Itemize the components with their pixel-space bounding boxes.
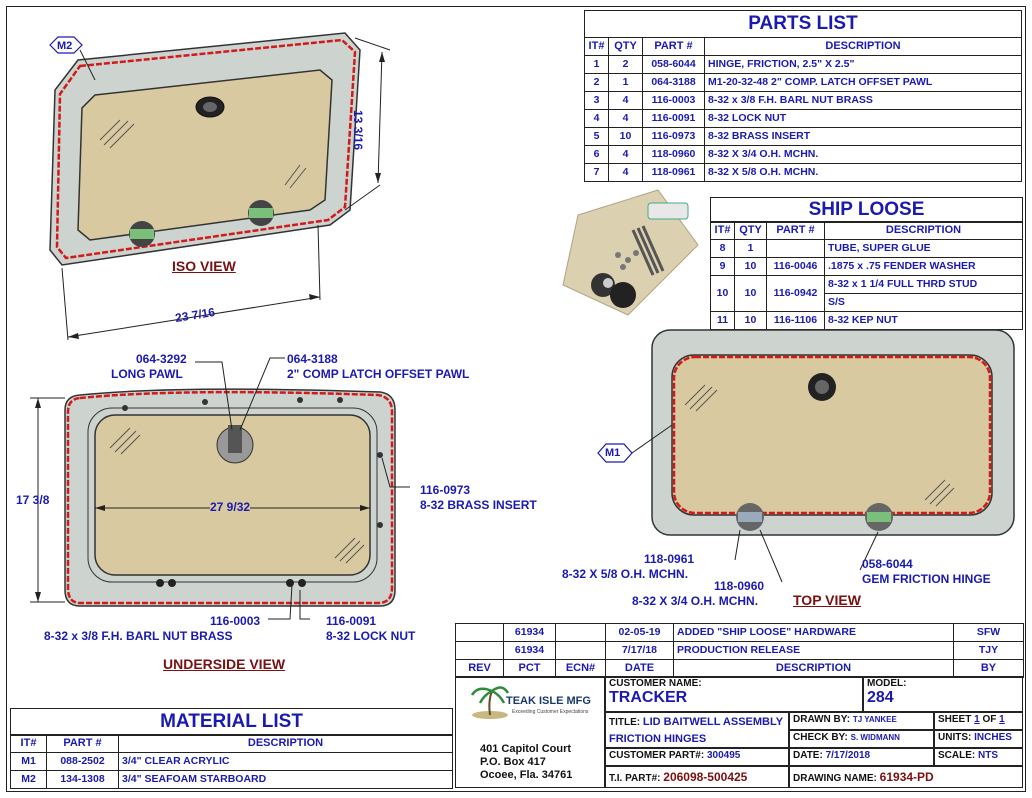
mat-header-part: PART # bbox=[47, 735, 119, 753]
table-cell: 8-32 BRASS INSERT bbox=[705, 128, 1022, 146]
table-cell: 10 bbox=[735, 258, 767, 276]
table-cell: 8-32 LOCK NUT bbox=[705, 110, 1022, 128]
units-label: UNITS: bbox=[938, 732, 972, 743]
table-cell: SFW bbox=[954, 624, 1024, 642]
table-row bbox=[711, 240, 1023, 258]
table-row bbox=[585, 74, 1022, 92]
units-value: INCHES bbox=[974, 732, 1012, 743]
drawing-name-label: DRAWING NAME: bbox=[793, 773, 877, 784]
insert-part: 116-0973 bbox=[420, 483, 471, 497]
table-cell: 3 bbox=[585, 92, 609, 110]
ti-part-value: 206098-500425 bbox=[663, 770, 748, 784]
table-row bbox=[585, 92, 1022, 110]
customer-name-value: TRACKER bbox=[609, 689, 688, 706]
barl-part: 116-0003 bbox=[210, 614, 261, 628]
underside-leaders bbox=[0, 0, 600, 660]
model-label: MODEL: bbox=[867, 678, 907, 689]
table-cell: 7 bbox=[585, 164, 609, 182]
m1-tag-label: M1 bbox=[605, 447, 621, 459]
mchn58-part: 118-0961 bbox=[644, 552, 695, 566]
table-cell: S/S bbox=[825, 294, 1023, 312]
revision-table bbox=[455, 623, 1024, 678]
table-cell: 1 bbox=[585, 56, 609, 74]
rev-header-ecn: ECN# bbox=[556, 660, 606, 678]
table-cell: 116-0003 bbox=[643, 92, 705, 110]
mchn58-desc: 8-32 X 5/8 O.H. MCHN. bbox=[562, 567, 689, 581]
ti-part-label: T.I. PART#: bbox=[609, 773, 661, 784]
table-cell: 116-0973 bbox=[643, 128, 705, 146]
insert-desc: 8-32 BRASS INSERT bbox=[420, 498, 537, 512]
table-cell: 8-32 KEP NUT bbox=[825, 312, 1023, 330]
sheet-of: OF bbox=[982, 714, 997, 725]
parts-header-part: PART # bbox=[643, 38, 705, 56]
address-line-2: P.O. Box 417 bbox=[480, 756, 546, 768]
iso-height-dim: 13 3/16 bbox=[351, 110, 365, 151]
iso-width-dim: 23 7/16 bbox=[174, 304, 216, 326]
drawing-name-cell bbox=[789, 766, 1023, 788]
ti-part-cell bbox=[605, 766, 789, 788]
model-cell bbox=[863, 676, 1023, 712]
units-cell bbox=[934, 730, 1023, 748]
check-by-cell bbox=[789, 730, 934, 748]
table-cell: 8 bbox=[711, 240, 735, 258]
table-cell: 10 bbox=[735, 276, 767, 312]
company-name: TEAK ISLE MFG bbox=[506, 695, 591, 707]
sheet-cell bbox=[934, 712, 1023, 730]
table-row bbox=[456, 642, 1024, 660]
parts-list-table bbox=[584, 37, 1022, 182]
table-row bbox=[11, 753, 453, 771]
table-row bbox=[711, 258, 1023, 276]
company-block bbox=[455, 676, 605, 788]
table-cell: 4 bbox=[609, 110, 643, 128]
ship-header-it: IT# bbox=[711, 222, 735, 240]
under-width-dim: 27 9/32 bbox=[210, 500, 251, 514]
table-row bbox=[11, 771, 453, 789]
table-cell: M2 bbox=[11, 771, 47, 789]
table-cell: 116-1106 bbox=[767, 312, 825, 330]
table-cell bbox=[456, 624, 504, 642]
table-cell: ADDED "SHIP LOOSE" HARDWARE bbox=[674, 624, 954, 642]
table-cell bbox=[456, 642, 504, 660]
table-cell: 3/4" SEAFOAM STARBOARD bbox=[119, 771, 453, 789]
title-cell bbox=[605, 712, 789, 748]
rev-header-date: DATE bbox=[606, 660, 674, 678]
table-cell: 058-6044 bbox=[643, 56, 705, 74]
company-tagline: Exceeding Customer Expectations bbox=[512, 709, 589, 715]
table-cell: PRODUCTION RELEASE bbox=[674, 642, 954, 660]
title-line-2: FRICTION HINGES bbox=[609, 733, 707, 745]
model-value: 284 bbox=[867, 689, 894, 706]
drawing-name-value: 61934-PD bbox=[879, 770, 934, 784]
ship-loose-table bbox=[710, 221, 1023, 330]
customer-part-label: CUSTOMER PART#: bbox=[609, 750, 705, 761]
ship-header-desc: DESCRIPTION bbox=[825, 222, 1023, 240]
date-label: DATE: bbox=[793, 750, 823, 761]
locknut-desc: 8-32 LOCK NUT bbox=[326, 629, 416, 643]
sheet-total: 1 bbox=[999, 714, 1005, 725]
table-cell: TJY bbox=[954, 642, 1024, 660]
table-cell: 064-3188 bbox=[643, 74, 705, 92]
table-cell: 61934 bbox=[504, 624, 556, 642]
table-cell: 2 bbox=[609, 56, 643, 74]
table-cell: TUBE, SUPER GLUE bbox=[825, 240, 1023, 258]
table-cell: 61934 bbox=[504, 642, 556, 660]
parts-header-it: IT# bbox=[585, 38, 609, 56]
table-cell: 2 bbox=[585, 74, 609, 92]
customer-name-label: CUSTOMER NAME: bbox=[609, 678, 702, 689]
ship-header-qty: QTY bbox=[735, 222, 767, 240]
table-cell bbox=[556, 624, 606, 642]
scale-label: SCALE: bbox=[938, 750, 976, 761]
table-cell: 7/17/18 bbox=[606, 642, 674, 660]
date-value: 7/17/2018 bbox=[825, 750, 871, 761]
rev-header-desc: DESCRIPTION bbox=[674, 660, 954, 678]
table-cell: 1 bbox=[609, 74, 643, 92]
table-cell: 116-0046 bbox=[767, 258, 825, 276]
table-cell: 118-0961 bbox=[643, 164, 705, 182]
address-line-3: Ocoee, Fla. 34761 bbox=[480, 769, 573, 781]
table-cell: 4 bbox=[609, 92, 643, 110]
table-cell: 088-2502 bbox=[47, 753, 119, 771]
hinge-part: 058-6044 bbox=[862, 557, 913, 571]
table-cell: 11 bbox=[711, 312, 735, 330]
scale-cell bbox=[934, 748, 1023, 766]
hinge-desc: GEM FRICTION HINGE bbox=[862, 572, 991, 586]
table-cell bbox=[556, 642, 606, 660]
address-line-1: 401 Capitol Court bbox=[480, 743, 572, 755]
table-cell: 1 bbox=[735, 240, 767, 258]
table-cell: 134-1308 bbox=[47, 771, 119, 789]
table-cell: 8-32 x 1 1/4 FULL THRD STUD bbox=[825, 276, 1023, 294]
table-row bbox=[585, 56, 1022, 74]
table-cell: 118-0960 bbox=[643, 146, 705, 164]
table-cell: M1 bbox=[11, 753, 47, 771]
drawn-by-label: DRAWN BY: bbox=[793, 714, 851, 725]
drawn-by-value: TJ YANKEE bbox=[852, 715, 897, 724]
rev-header-by: BY bbox=[954, 660, 1024, 678]
top-hinge-1 bbox=[736, 503, 764, 531]
table-cell: 3/4" CLEAR ACRYLIC bbox=[119, 753, 453, 771]
table-row bbox=[585, 164, 1022, 182]
scale-value: NTS bbox=[978, 750, 999, 761]
table-cell: 4 bbox=[609, 146, 643, 164]
iso-view-label: ISO VIEW bbox=[172, 258, 236, 274]
company-logo bbox=[470, 681, 510, 719]
table-cell: 116-0091 bbox=[643, 110, 705, 128]
drawn-by-cell bbox=[789, 712, 934, 730]
customer-name-cell bbox=[605, 676, 863, 712]
underside-view-label: UNDERSIDE VIEW bbox=[163, 656, 286, 672]
table-row bbox=[711, 276, 1023, 294]
rev-header-pct: PCT bbox=[504, 660, 556, 678]
customer-part-value: 300495 bbox=[706, 750, 741, 761]
table-cell: M1-20-32-48 2" COMP. LATCH OFFSET PAWL bbox=[705, 74, 1022, 92]
table-cell: HINGE, FRICTION, 2.5" X 2.5" bbox=[705, 56, 1022, 74]
table-cell: 4 bbox=[609, 164, 643, 182]
table-cell: 10 bbox=[609, 128, 643, 146]
parts-list-title: PARTS LIST bbox=[584, 10, 1022, 38]
table-cell: 6 bbox=[585, 146, 609, 164]
mchn34-desc: 8-32 X 3/4 O.H. MCHN. bbox=[632, 594, 759, 608]
check-by-value: S. WIDMANN bbox=[850, 733, 900, 742]
under-height-dim: 17 3/8 bbox=[16, 493, 50, 507]
table-cell: 9 bbox=[711, 258, 735, 276]
parts-header-desc: DESCRIPTION bbox=[705, 38, 1022, 56]
table-cell: 10 bbox=[711, 276, 735, 312]
title-line-1: LID BAITWELL ASSEMBLY bbox=[642, 716, 784, 728]
table-cell: .1875 x .75 FENDER WASHER bbox=[825, 258, 1023, 276]
check-by-label: CHECK BY: bbox=[793, 732, 848, 743]
sheet-num: 1 bbox=[974, 714, 980, 725]
sheet-label: SHEET bbox=[938, 714, 972, 725]
latch-part: 064-3188 bbox=[287, 352, 338, 366]
table-row bbox=[585, 128, 1022, 146]
locknut-part: 116-0091 bbox=[326, 614, 377, 628]
mat-header-it: IT# bbox=[11, 735, 47, 753]
barl-desc: 8-32 x 3/8 F.H. BARL NUT BRASS bbox=[44, 629, 233, 643]
top-hinge-2 bbox=[865, 503, 893, 531]
material-list-title: MATERIAL LIST bbox=[10, 708, 453, 736]
mat-header-desc: DESCRIPTION bbox=[119, 735, 453, 753]
top-view-label: TOP VIEW bbox=[793, 592, 861, 608]
table-cell: 10 bbox=[735, 312, 767, 330]
table-cell: 4 bbox=[585, 110, 609, 128]
latch-desc: 2" COMP LATCH OFFSET PAWL bbox=[287, 367, 470, 381]
customer-part-cell bbox=[605, 748, 789, 766]
parts-header-qty: QTY bbox=[609, 38, 643, 56]
long-pawl-desc: LONG PAWL bbox=[111, 367, 183, 381]
table-row bbox=[585, 110, 1022, 128]
table-cell: 5 bbox=[585, 128, 609, 146]
table-cell: 02-05-19 bbox=[606, 624, 674, 642]
table-cell: 8-32 x 3/8 F.H. BARL NUT BRASS bbox=[705, 92, 1022, 110]
table-cell: 116-0942 bbox=[767, 276, 825, 312]
table-cell: 8-32 X 3/4 O.H. MCHN. bbox=[705, 146, 1022, 164]
table-cell bbox=[767, 240, 825, 258]
rev-header-rev: REV bbox=[456, 660, 504, 678]
m2-tag-label: M2 bbox=[57, 40, 73, 52]
ship-loose-title: SHIP LOOSE bbox=[710, 197, 1023, 223]
table-cell: 8-32 X 5/8 O.H. MCHN. bbox=[705, 164, 1022, 182]
long-pawl-part: 064-3292 bbox=[136, 352, 187, 366]
title-label: TITLE: bbox=[609, 717, 641, 728]
ship-header-part: PART # bbox=[767, 222, 825, 240]
material-list-table bbox=[10, 734, 453, 789]
table-row bbox=[585, 146, 1022, 164]
table-row bbox=[456, 624, 1024, 642]
mchn34-part: 118-0960 bbox=[714, 579, 765, 593]
date-cell bbox=[789, 748, 934, 766]
